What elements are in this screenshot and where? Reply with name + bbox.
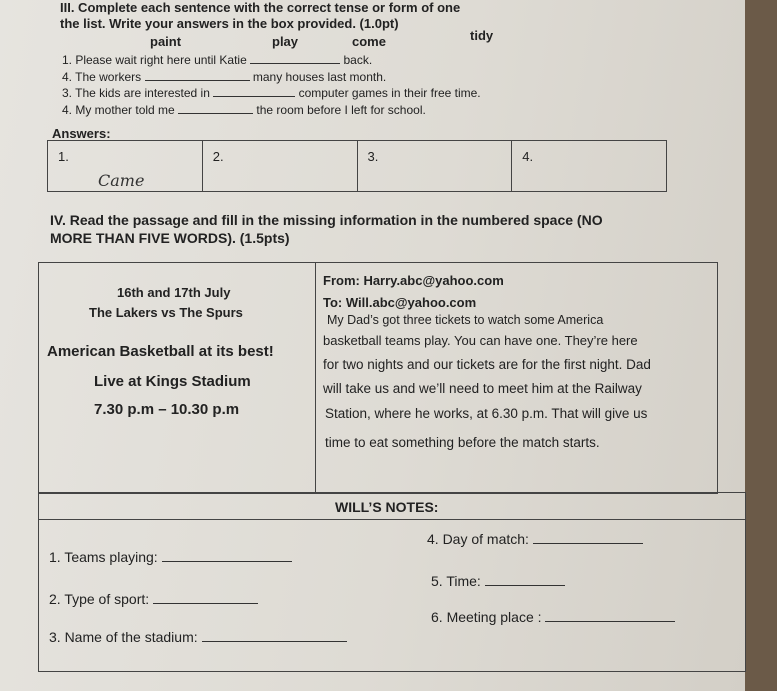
answer-cell-4[interactable] bbox=[512, 141, 666, 191]
word-come: come bbox=[352, 34, 386, 49]
section3-title: III. Complete each sentence with the correct tense or form of one bbox=[60, 0, 461, 15]
ticket-email-box bbox=[38, 262, 718, 494]
answer-num-1: 1. bbox=[58, 149, 69, 164]
word-paint: paint bbox=[150, 34, 182, 49]
sentence-2 bbox=[62, 69, 386, 84]
wills-notes-table bbox=[38, 492, 746, 672]
note-5-label: 5. Time: bbox=[431, 573, 481, 589]
notes-title: WILL’S NOTES: bbox=[335, 499, 439, 515]
sentence-2-after: many houses last month. bbox=[252, 70, 387, 84]
sentence-3-before: 3. The kids are interested in bbox=[62, 86, 210, 100]
email-from: From: Harry.abc@yahoo.com bbox=[323, 273, 504, 288]
box-divider bbox=[315, 263, 316, 493]
note-2-blank[interactable] bbox=[153, 592, 258, 604]
sentence-1-after: back. bbox=[343, 53, 373, 67]
note-3-blank[interactable] bbox=[202, 630, 347, 642]
email-body-line-6: time to eat something before the match starts. bbox=[325, 435, 600, 450]
ticket-date: 16th and 17th July bbox=[117, 285, 231, 300]
sentence-4-before: 4. My mother told me bbox=[62, 103, 175, 117]
note-stadium bbox=[49, 629, 347, 645]
answer-num-2: 2. bbox=[212, 149, 224, 164]
note-6-blank[interactable] bbox=[545, 610, 675, 622]
email-body-line-4: will take us and we’ll need to meet him at the Railway bbox=[323, 381, 642, 396]
sentence-1-blank[interactable] bbox=[250, 52, 340, 64]
note-meeting-place bbox=[431, 609, 675, 625]
note-6-label: 6. Meeting place : bbox=[431, 609, 542, 625]
answer-1-handwriting: Came bbox=[98, 171, 145, 190]
answers-table bbox=[47, 140, 667, 192]
ticket-tagline: American Basketball at its best! bbox=[47, 343, 274, 360]
answer-cell-3[interactable] bbox=[358, 141, 513, 191]
sentence-4-after: the room before I left for school. bbox=[256, 103, 426, 117]
answer-num-4: 4. bbox=[522, 149, 534, 164]
note-teams-playing bbox=[49, 549, 292, 565]
note-2-label: 2. Type of sport: bbox=[49, 591, 150, 607]
ticket-venue: Live at Kings Stadium bbox=[94, 373, 251, 390]
section4-title-2: MORE THAN FIVE WORDS). (1.5pts) bbox=[50, 230, 290, 246]
answer-num-3: 3. bbox=[367, 149, 379, 164]
sentence-3-after: computer games in their free time. bbox=[298, 86, 481, 100]
answer-cell-2[interactable] bbox=[203, 141, 358, 191]
note-1-blank[interactable] bbox=[162, 550, 292, 562]
answers-label: Answers: bbox=[52, 126, 111, 141]
sentence-4-blank[interactable] bbox=[178, 102, 253, 114]
note-4-label: 4. Day of match: bbox=[427, 531, 529, 547]
answer-cell-1[interactable] bbox=[48, 141, 203, 191]
note-4-blank[interactable] bbox=[533, 532, 643, 544]
email-body-line-5: Station, where he works, at 6.30 p.m. That will give us bbox=[325, 406, 648, 421]
sentence-4 bbox=[62, 102, 426, 117]
note-3-label: 3. Name of the stadium: bbox=[49, 629, 198, 645]
ticket-match: The Lakers vs The Spurs bbox=[89, 305, 243, 320]
note-time bbox=[431, 573, 565, 589]
sentence-3 bbox=[62, 85, 481, 100]
ticket-time: 7.30 p.m – 10.30 p.m bbox=[94, 401, 240, 418]
note-type-of-sport bbox=[49, 591, 258, 607]
sentence-1 bbox=[62, 52, 372, 67]
note-5-blank[interactable] bbox=[485, 574, 565, 586]
word-tidy: tidy bbox=[470, 28, 494, 43]
email-body-line-2: basketball teams play. You can have one. They’re here bbox=[323, 333, 638, 348]
sentence-2-blank[interactable] bbox=[145, 69, 250, 81]
sentence-3-blank[interactable] bbox=[213, 85, 295, 97]
section3-title-2: the list. Write your answers in the box provided. (1.0pt) bbox=[60, 16, 399, 31]
section4-title: IV. Read the passage and fill in the missing information in the numbered space (NO bbox=[50, 212, 603, 228]
sentence-1-before: 1. Please wait right here until Katie bbox=[62, 53, 247, 67]
email-body-line-3: for two nights and our tickets are for the first night. Dad bbox=[323, 357, 651, 372]
notes-header-rule bbox=[39, 519, 745, 520]
note-day-of-match bbox=[427, 531, 643, 547]
note-1-label: 1. Teams playing: bbox=[49, 549, 158, 565]
email-to: To: Will.abc@yahoo.com bbox=[323, 295, 477, 310]
email-body-line-1: My Dad’s got three tickets to watch some America bbox=[327, 313, 604, 327]
word-play: play bbox=[272, 34, 299, 49]
sentence-2-before: 4. The workers bbox=[62, 70, 142, 84]
